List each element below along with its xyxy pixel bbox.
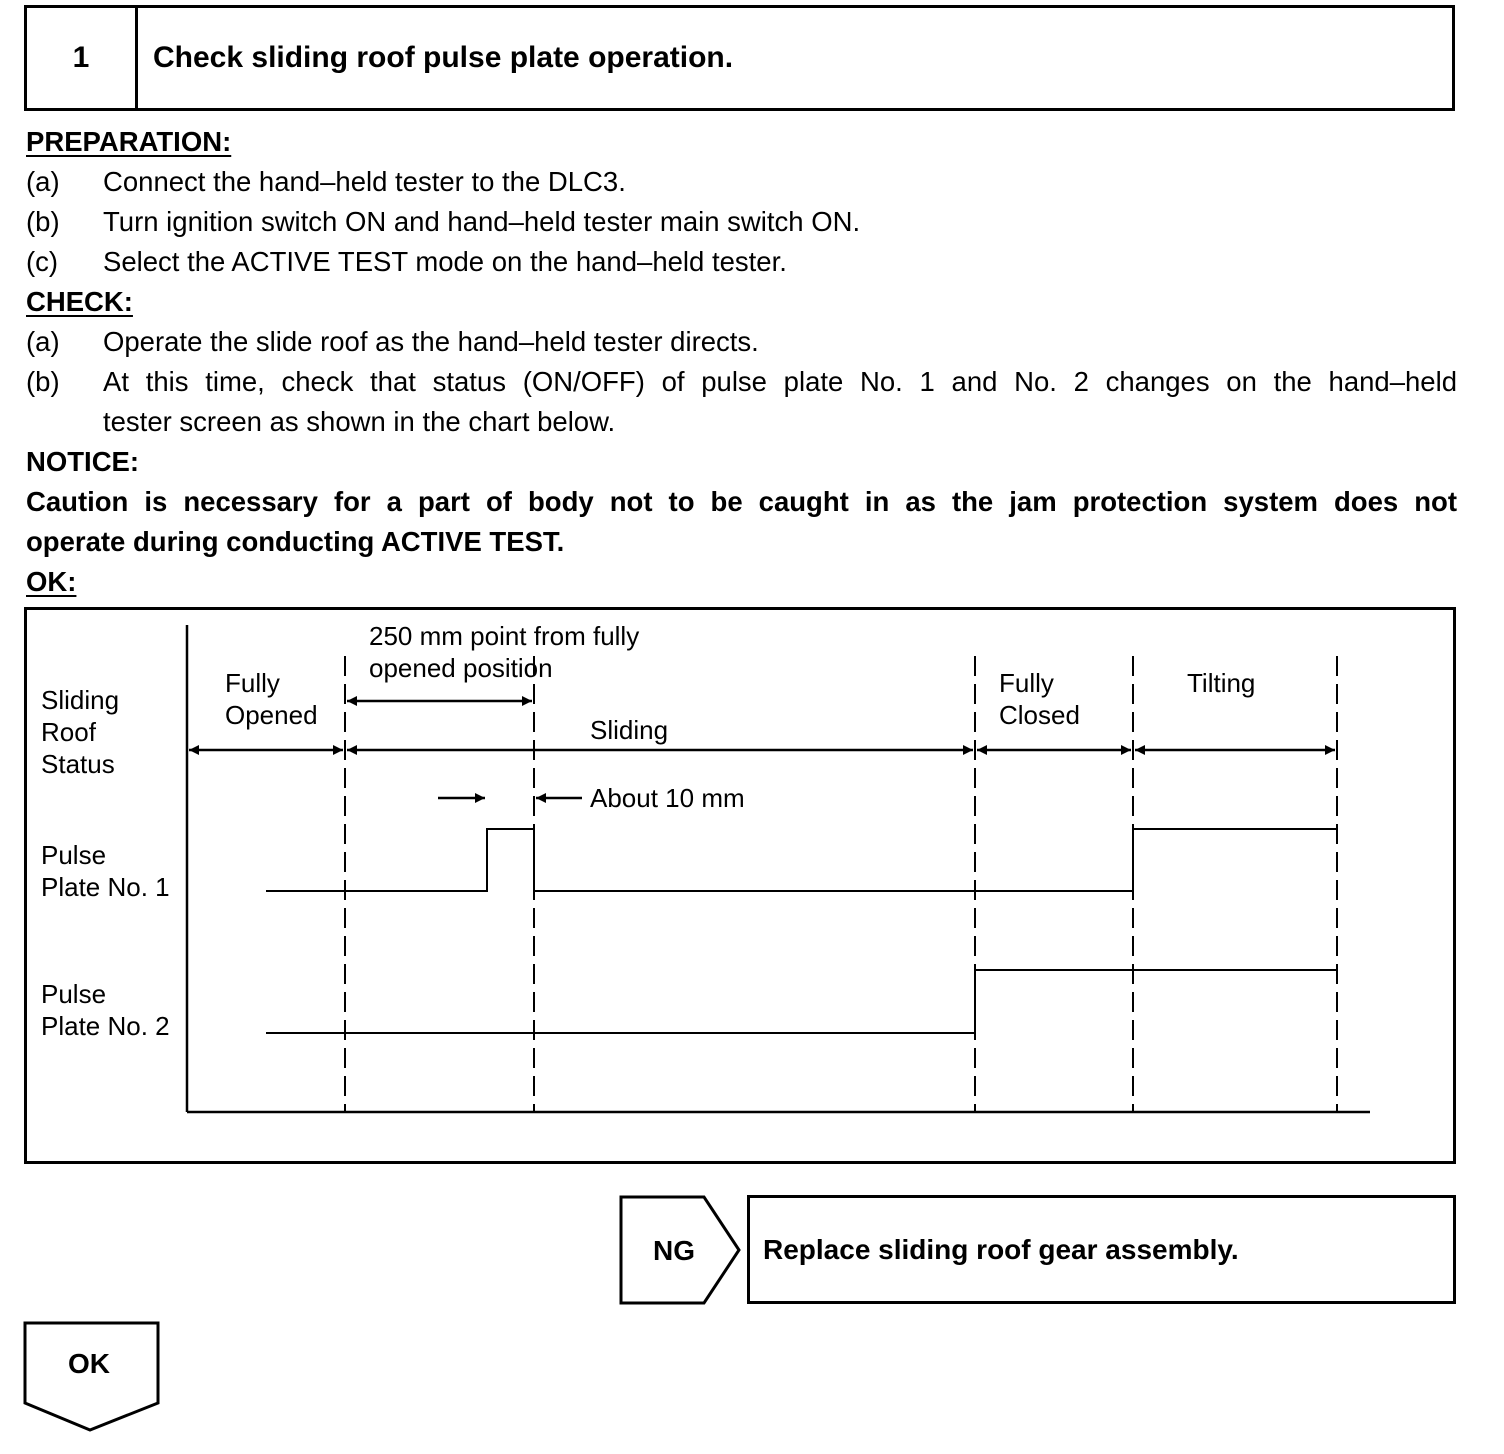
- ok-tag: [22, 1320, 162, 1434]
- label-250mm-2: opened position: [369, 653, 553, 683]
- prep-a-text: Connect the hand–held tester to the DLC3.: [103, 166, 626, 197]
- step-number: 1: [27, 8, 138, 108]
- check-heading: CHECK:: [26, 286, 133, 317]
- ok-heading: OK:: [26, 566, 77, 597]
- label-fully-opened-1: Fully: [225, 668, 280, 698]
- pulse-plate-1-waveform: [266, 829, 1337, 891]
- timing-chart: [24, 607, 1456, 1164]
- step-title: Check sliding roof pulse plate operation.: [153, 41, 734, 74]
- notice-title: NOTICE:: [26, 446, 140, 477]
- label-fully-closed-2: Closed: [999, 700, 1080, 730]
- label-about-10mm: About 10 mm: [590, 783, 745, 813]
- check-a-text: Operate the slide roof as the hand–held tester directs.: [103, 326, 759, 357]
- notice-line-1: Caution is necessary for a part of body not to be caught in as the jam protection system does not: [26, 486, 1457, 517]
- ok-tag-label: OK: [68, 1348, 110, 1379]
- prep-b-label: (b): [26, 206, 60, 237]
- label-sliding: Sliding: [590, 715, 669, 745]
- prep-b-text: Turn ignition switch ON and hand–held tester main switch ON.: [103, 206, 861, 237]
- label-status-3: Status: [41, 749, 115, 779]
- ng-result-box: Replace sliding roof gear assembly.: [747, 1195, 1456, 1304]
- preparation-heading: PREPARATION:: [26, 126, 232, 157]
- ng-tag: [618, 1194, 744, 1306]
- label-pulse1-2: Plate No. 1: [41, 872, 170, 902]
- pulse-plate-2-waveform: [266, 970, 1337, 1033]
- timing-chart-svg: [24, 607, 1456, 1164]
- label-tilting: Tilting: [1187, 668, 1256, 698]
- label-status-1: Sliding: [41, 685, 120, 715]
- label-pulse2-2: Plate No. 2: [41, 1011, 170, 1041]
- check-b-text-line2: tester screen as shown in the chart below.: [103, 406, 616, 437]
- label-fully-closed-1: Fully: [999, 668, 1054, 698]
- check-a-label: (a): [26, 326, 60, 357]
- check-b-label: (b): [26, 366, 60, 397]
- label-pulse2-1: Pulse: [41, 979, 107, 1009]
- notice-line-2: operate during conducting ACTIVE TEST.: [26, 526, 565, 557]
- prep-c-label: (c): [26, 246, 59, 277]
- label-250mm-1: 250 mm point from fully: [369, 621, 640, 651]
- ng-tag-label: NG: [653, 1235, 695, 1266]
- label-pulse1-1: Pulse: [41, 840, 107, 870]
- label-fully-opened-2: Opened: [225, 700, 318, 730]
- step-header: [24, 5, 1455, 111]
- prep-a-label: (a): [26, 166, 60, 197]
- prep-c-text: Select the ACTIVE TEST mode on the hand–held tester.: [103, 246, 787, 277]
- check-b-text-line1: At this time, check that status (ON/OFF) of pulse plate No. 1 and No. 2 changes on the hand–held: [103, 366, 1457, 397]
- label-status-2: Roof: [41, 717, 96, 747]
